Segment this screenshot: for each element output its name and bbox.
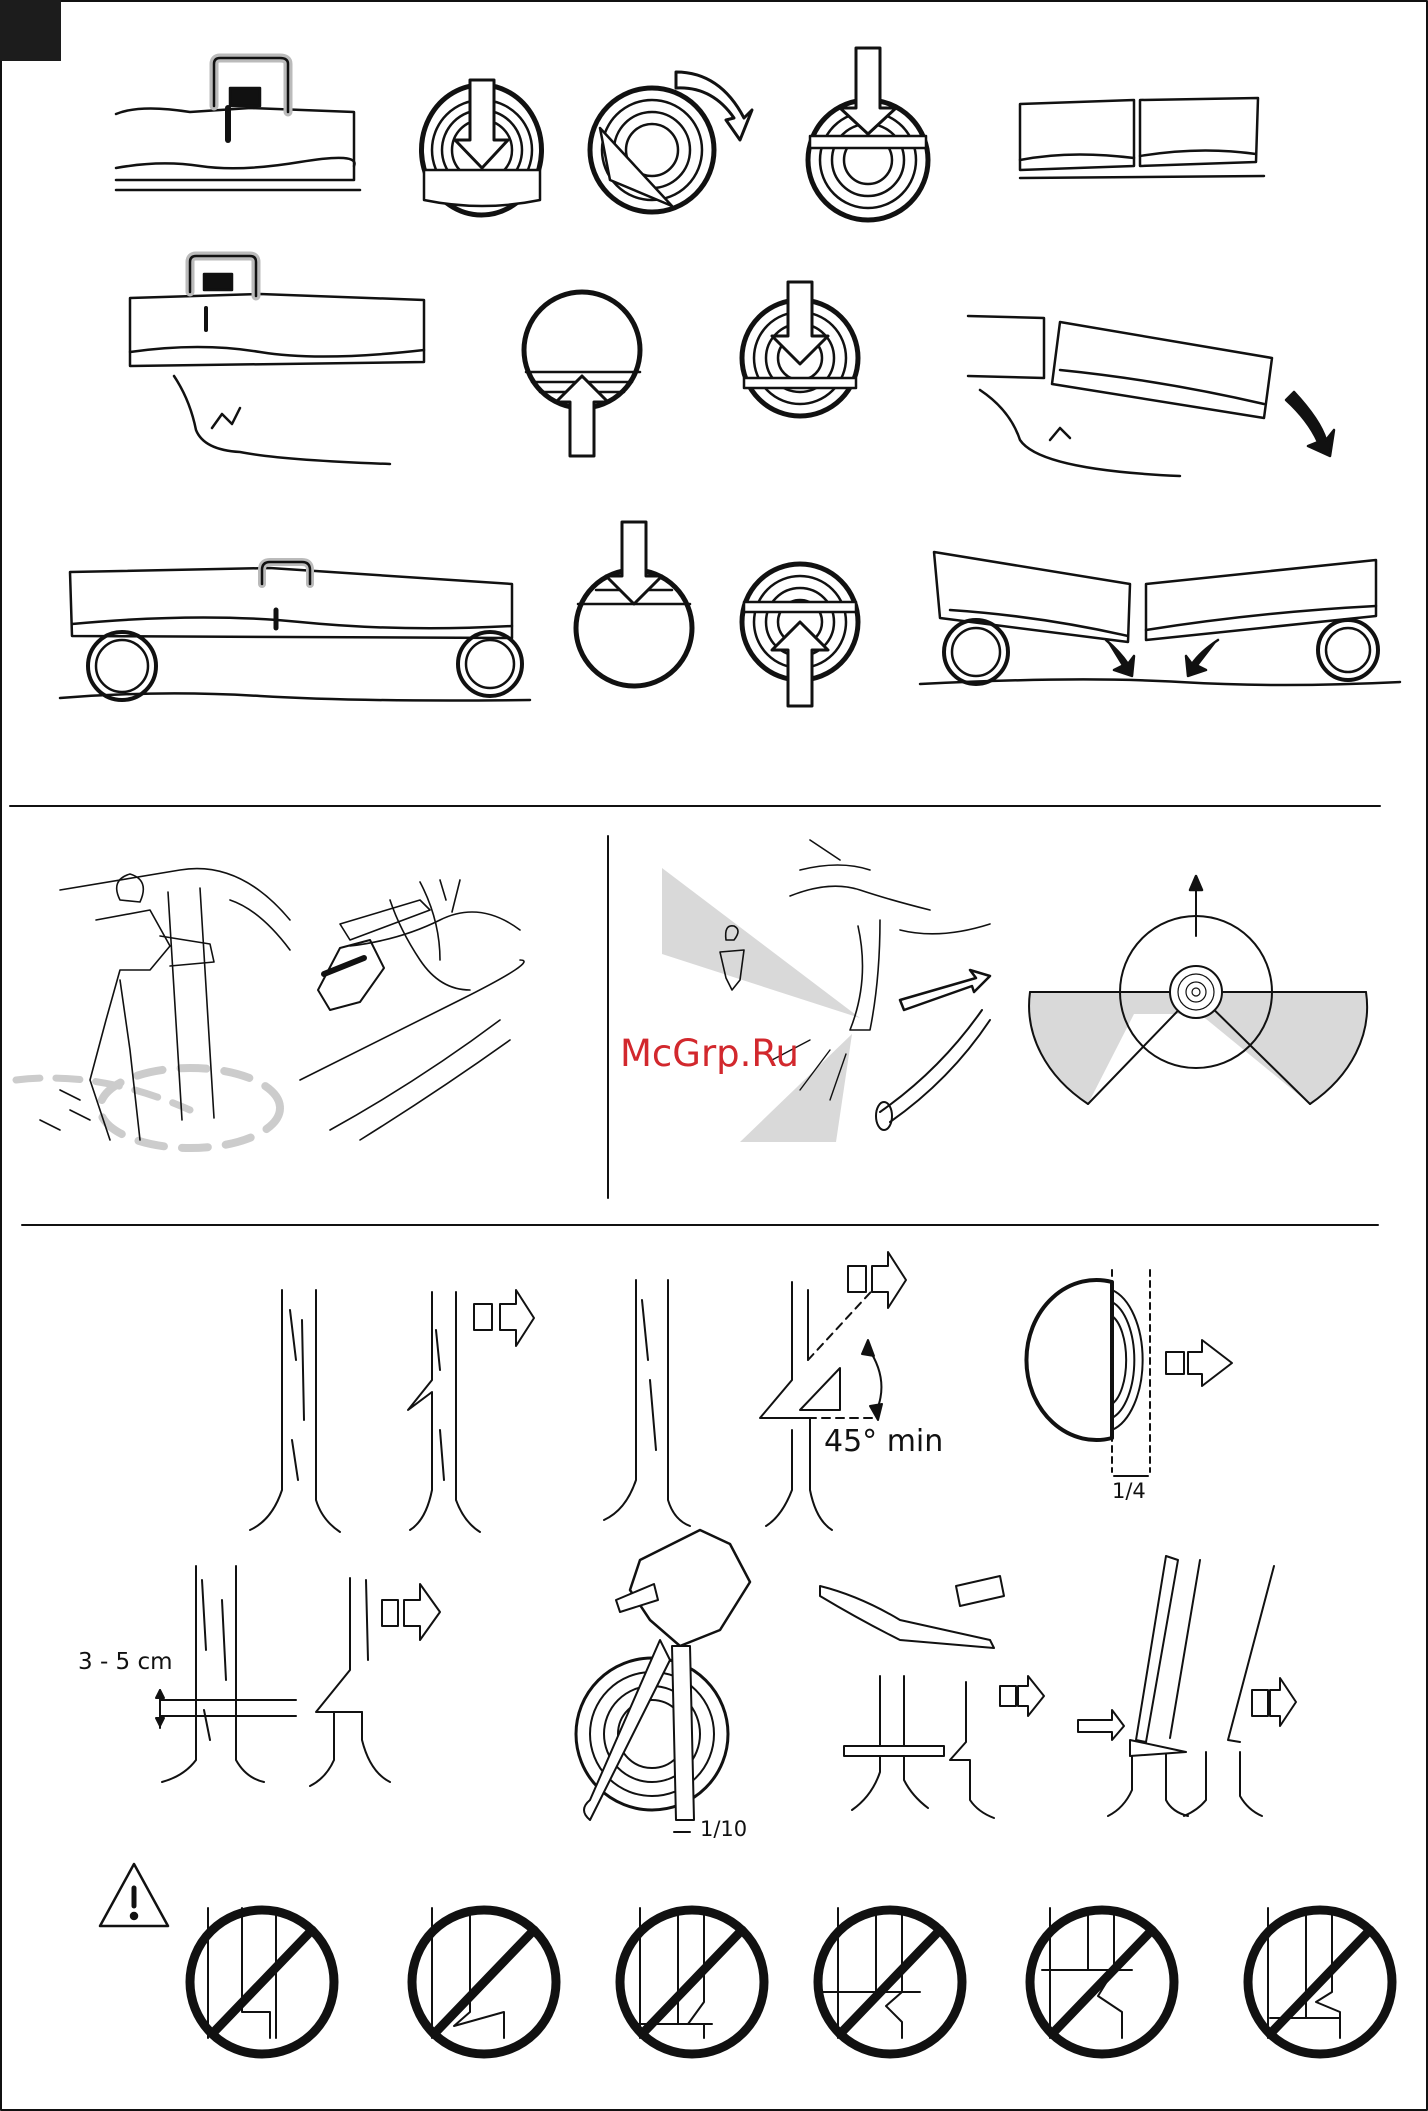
stump-cut-from-below	[742, 564, 858, 706]
stump-rotate	[590, 72, 752, 212]
trunk-plain-2	[604, 1280, 690, 1526]
stump-cut-top-1	[422, 80, 542, 215]
hinge-width-label: 1/10	[700, 1817, 748, 1841]
hinge-height-label: 3 - 5 cm	[78, 1649, 173, 1675]
trunk-notch-arrow	[408, 1290, 534, 1532]
notch-depth-label: 1/4	[1112, 1479, 1146, 1503]
stump-quarter-depth	[1026, 1270, 1232, 1476]
stump-cut-top-2	[808, 48, 928, 220]
log-on-two-supports	[60, 562, 530, 701]
felling-zone-diagram	[1029, 876, 1367, 1104]
felling-danger-zone	[662, 840, 990, 1142]
chainsaw-in-branches	[300, 880, 524, 1140]
log-breaking-end	[968, 316, 1334, 476]
stump-cut-top-3	[576, 522, 692, 686]
prohibited-cut-icon	[190, 1908, 1392, 2054]
log-supported-end	[130, 256, 424, 464]
chainsaw-over-stump	[576, 1530, 750, 1832]
trunk-45-notch	[760, 1252, 906, 1530]
trunk-hinge-height	[156, 1566, 296, 1782]
trunk-hinge-cut	[310, 1578, 440, 1786]
log-top-cut	[116, 58, 360, 190]
trunk-plain	[250, 1290, 340, 1532]
watermark: McGrp.Ru	[620, 1032, 799, 1075]
log-sagging-middle	[920, 552, 1400, 685]
stump-cut-middle	[742, 282, 858, 416]
notch-angle-label: 45° min	[824, 1424, 944, 1459]
wedge-and-tools	[820, 1576, 1044, 1818]
log-split	[1020, 98, 1264, 178]
corner-tab	[0, 0, 61, 61]
operator-sawing-tree	[16, 869, 290, 1148]
warning-triangle-icon	[100, 1864, 168, 1926]
stump-cut-bottom	[524, 292, 640, 456]
wedge-felling	[1078, 1556, 1296, 1816]
